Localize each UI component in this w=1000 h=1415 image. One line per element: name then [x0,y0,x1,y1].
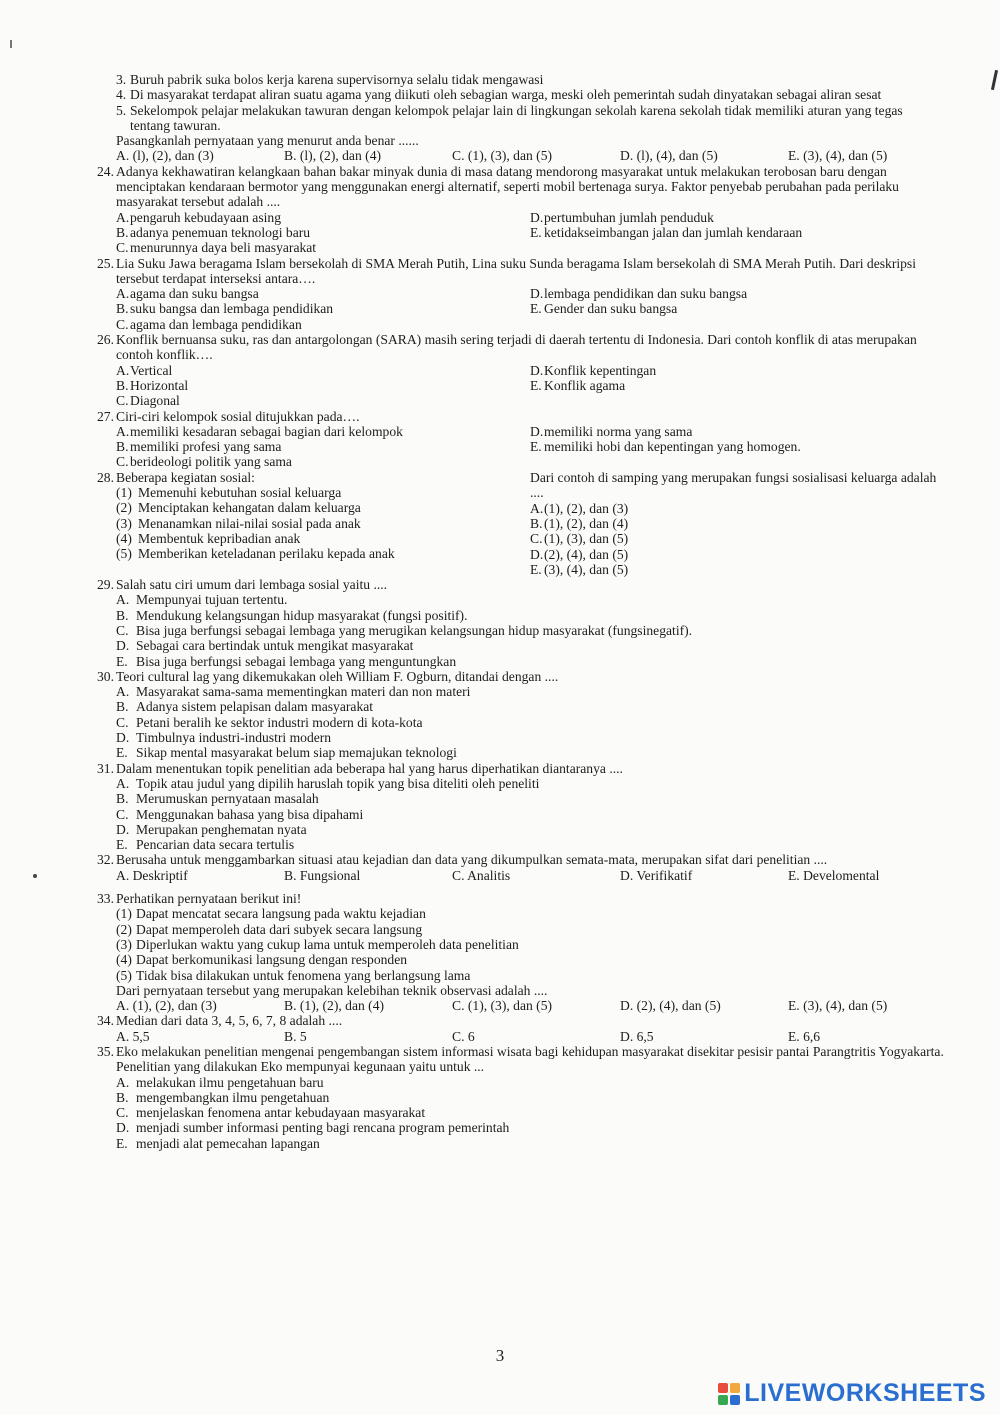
answer-option[interactable]: B. 5 [284,1028,307,1044]
brand-square [718,1383,728,1393]
answer-option-list [84,1075,944,1151]
option-letter: E. [530,301,542,317]
option-letter: C. [116,393,129,409]
liveworksheets-logo[interactable] [718,1379,986,1408]
option-text: lembaga pendidikan dan suku bangsa [544,286,748,302]
answer-option-text: menjadi sumber informasi penting bagi rencana program pemerintah [136,1120,510,1136]
question-body: Ciri-ciri kelompok sosial ditujukkan pada…. [116,408,360,424]
answer-option[interactable] [530,210,944,225]
statement-number: 4. [116,87,127,103]
answer-option[interactable]: E. (3), (4), dan (5) [788,148,888,164]
answer-option[interactable] [116,699,944,714]
answer-option-marker: C. [116,806,129,822]
option-letter: D. [530,423,544,439]
statement-item-marker: (2) [116,921,132,937]
answer-option-text: Pencarian data secara tertulis [136,837,295,853]
option-letter: B. [116,377,129,393]
scan-mark [10,40,12,48]
option-letter: D. [530,286,544,302]
answer-option-marker: A. [116,592,130,608]
statement-text: Sekelompok pelajar melakukan tawuran dengan kelompok pelajar lain di lingkungan sekolah karena sekolah tidak memiliki aturan yang tegas tentang tawuran. [130,102,903,133]
answer-option[interactable] [530,531,944,546]
option-text: Gender dan suku bangsa [544,301,678,317]
question-prompt: Dari pernyataan tersebut yang merupakan kelebihan teknik observasi adalah .... [116,982,548,998]
option-text: (3), (4), dan (5) [544,561,629,577]
answer-option-marker: E. [116,745,128,761]
answer-option-marker: A. [116,684,130,700]
answer-option[interactable] [116,1136,944,1151]
option-letter: B. [116,439,129,455]
answer-option[interactable] [530,562,944,577]
answer-option-text: Masyarakat sama-sama mementingkan materi dan non materi [136,684,471,700]
activity-item [116,485,530,500]
answer-option[interactable]: E. (3), (4), dan (5) [788,998,888,1014]
answer-option[interactable]: B. (l), (2), dan (4) [284,148,382,164]
answer-options-row [84,868,944,883]
answer-option[interactable]: A. (1), (2), dan (3) [116,998,217,1014]
option-letter: E. [530,224,542,240]
answer-option[interactable] [116,424,530,439]
question-text [84,852,944,867]
option-text: pertumbuhan jumlah penduduk [544,209,714,225]
brand-text: LIVEWORKSHEETS [744,1379,986,1407]
option-letter: B. [530,515,543,531]
answer-option-text: Bisa juga berfungsi sebagai lembaga yang menguntungkan [136,653,457,669]
question-number: 29. [97,577,114,593]
answer-option-text: Petani beralih ke sektor industri modern di kota-kota [136,714,423,730]
question-body: Lia Suku Jawa beragama Islam bersekolah di SMA Merah Putih, Lina suku Sunda beragama Islam bersekolah di SMA Merah Putih. Dari deskripsi tersebut terdapat interseksi antara…. [116,255,916,286]
answer-option[interactable] [116,210,530,225]
answer-option-marker: D. [116,1120,130,1136]
answer-option-marker: E. [116,837,128,853]
answer-option-text: mengembangkan ilmu pengetahuan [136,1089,330,1105]
activity-marker: (1) [116,485,132,501]
question-number: 24. [97,163,114,179]
answer-option[interactable] [530,363,944,378]
side-prompt: Dari contoh di samping yang merupakan fungsi sosialisasi keluarga adalah .... [530,470,937,501]
answer-option-text: Bisa juga berfungsi sebagai lembaga yang merugikan kelangsungan hidup masyarakat (fungsinegatif). [136,622,693,638]
option-text: Vertical [130,362,173,378]
question-body: Median dari data 3, 4, 5, 6, 7, 8 adalah .... [116,1013,343,1029]
question-body: Salah satu ciri umum dari lembaga sosial yaitu .... [116,577,388,593]
answer-option[interactable] [116,454,530,469]
question-body: Berusaha untuk menggambarkan situasi atau kejadian dan data yang dikumpulkan semata-mata, merupakan sifat dari penelitian .... [116,852,828,868]
question-body: Konflik bernuansa suku, ras dan antargolongan (SARA) masih sering terjadi di daerah tertentu di Indonesia. Dari contoh konflik di atas merupakan contoh konflik…. [116,332,917,363]
statement-item-text: Diperlukan waktu yang cukup lama untuk memperoleh data penelitian [136,936,519,952]
answer-option[interactable]: A. (l), (2), dan (3) [116,148,214,164]
answer-options-row [84,998,944,1013]
option-text: (2), (4), dan (5) [544,546,629,562]
answer-option-marker: B. [116,791,129,807]
question-text [84,761,944,776]
question-text [84,409,944,424]
answer-column [116,424,530,470]
answer-option-text: Adanya sistem pelapisan dalam masyarakat [136,699,374,715]
activity-marker: (5) [116,546,132,562]
answer-option[interactable] [116,240,530,255]
statement-item [116,937,944,952]
option-text: memiliki norma yang sama [544,423,693,439]
answer-option[interactable] [116,638,944,653]
question-number: 26. [97,332,114,348]
question-text [84,332,944,363]
option-letter: A. [116,209,130,225]
activity-list [116,470,530,577]
q28-layout [84,470,944,577]
answer-option[interactable] [116,301,530,316]
q28-side [530,470,944,577]
question-prompt: Pasangkanlah pernyataan yang menurut anda benar ...... [116,133,419,149]
option-letter: E. [530,439,542,455]
statement-item [116,952,944,967]
activity-item [116,500,530,515]
statement-text: Buruh pabrik suka bolos kerja karena supervisornya selalu tidak mengawasi [130,72,544,87]
activity-text: Memberikan keteladanan perilaku kepada anak [138,546,395,562]
answer-options-grid [84,210,944,256]
option-text: agama dan suku bangsa [130,286,259,302]
option-letter: A. [116,286,130,302]
option-letter: C. [116,316,129,332]
statement-item [116,968,944,983]
option-letter: B. [116,224,129,240]
option-text: memiliki kesadaran sebagai bagian dari kelompok [130,423,403,439]
answer-option[interactable] [116,317,530,332]
statement-item [84,103,944,134]
question-text [84,164,944,210]
answer-option[interactable]: A. Deskriptif [116,867,188,883]
question-number: 28. [97,469,114,485]
question-body: Dalam menentukan topik penelitian ada beberapa hal yang harus diperhatikan diantaranya .... [116,760,623,776]
question-text [84,470,944,485]
brand-square [730,1383,740,1393]
statement-item [116,906,944,921]
option-letter: C. [116,454,129,470]
statement-item-list [84,906,944,982]
answer-option[interactable] [530,424,944,439]
answer-column [116,286,530,332]
option-text: memiliki profesi yang sama [130,439,282,455]
answer-option[interactable] [116,608,944,623]
page-number: 3 [495,1346,505,1365]
option-letter: A. [530,500,544,516]
answer-option[interactable] [116,363,530,378]
answer-option-list [84,592,944,668]
answer-option[interactable] [116,807,944,822]
answer-option-marker: D. [116,730,130,746]
spacer [84,883,944,891]
option-text: (1), (2), dan (4) [544,515,629,531]
answer-option-text: melakukan ilmu pengetahuan baru [136,1074,324,1090]
answer-option[interactable] [116,654,944,669]
question-number: 33. [97,891,114,907]
answer-option[interactable] [116,592,944,607]
answer-option[interactable] [116,1120,944,1135]
activity-marker: (4) [116,530,132,546]
statement-item-marker: (3) [116,936,132,952]
activity-item [116,531,530,546]
answer-option[interactable] [530,439,944,454]
option-text: Horizontal [130,377,189,393]
answer-option-marker: A. [116,775,130,791]
answer-option-marker: C. [116,1105,129,1121]
answer-option-text: Timbulnya industri-industri modern [136,730,332,746]
answer-option-marker: C. [116,714,129,730]
answer-options-row [84,148,944,163]
statement-item-text: Dapat mencatat secara langsung pada waktu kejadian [136,906,426,922]
answer-option-text: Sikap mental masyarakat belum siap memajukan teknologi [136,745,457,761]
answer-option-text: Menggunakan bahasa yang bisa dipahami [136,806,364,822]
answer-option[interactable]: D. 6,5 [620,1028,654,1044]
answer-option-text: Merupakan penghematan nyata [136,821,307,837]
answer-option-text: Merumuskan pernyataan masalah [136,791,319,807]
option-letter: A. [116,423,130,439]
brand-square [718,1395,728,1405]
answer-option-text: menjadi alat pemecahan lapangan [136,1135,320,1151]
activity-text: Menciptakan kehangatan dalam keluarga [138,500,361,516]
answer-option[interactable]: E. Develomental [788,867,880,883]
option-text: ketidakseimbangan jalan dan jumlah kendaraan [544,224,803,240]
answer-option[interactable]: A. 5,5 [116,1028,150,1044]
answer-option[interactable] [530,501,944,516]
answer-option[interactable] [116,837,944,852]
answer-option-text: Mendukung kelangsungan hidup masyarakat (fungsi positif). [136,607,468,623]
answer-option-marker: B. [116,699,129,715]
answer-option-list [84,776,944,852]
answer-option[interactable] [530,378,944,393]
answer-option-marker: B. [116,607,129,623]
question-text [84,256,944,287]
question-text [84,577,944,592]
answer-option[interactable] [116,623,944,638]
answer-option-list [84,684,944,760]
answer-option-marker: C. [116,622,129,638]
question-number: 30. [97,668,114,684]
question-body: Eko melakukan penelitian mengenai pengembangan sistem informasi wisata bagi kehidupan masyarakat disekitar pesisir pantai Parangtritis Yogyakarta. Penelitian yang dilakukan Eko mempunyai kegunaan yaitu untuk ... [116,1044,944,1075]
question-text [84,1013,944,1028]
answer-option[interactable]: B. Fungsional [284,867,361,883]
answer-option[interactable] [116,225,530,240]
answer-option-marker: B. [116,1089,129,1105]
scan-dot [33,874,37,878]
answer-option-text: menjelaskan fenomena antar kebudayaan masyarakat [136,1105,426,1121]
question-number: 27. [97,408,114,424]
brand-grid-icon [718,1383,740,1405]
question-body: Adanya kekhawatiran kelangkaan bahan bakar minyak dunia di masa datang mendorong masyarakat untuk melakukan terobosan baru dengan menciptakan kendaraan bermotor yang menggunakan energi alternatif, seperti mobil bertenaga surya. Faktor penyebab perubahan pada perilaku masyarakat tersebut adalah .... [116,163,899,210]
statement-item [116,922,944,937]
answer-options-grid [84,424,944,470]
option-letter: E. [530,377,542,393]
option-letter: D. [530,209,544,225]
option-letter: E. [530,561,542,577]
answer-option[interactable] [116,745,944,760]
question-number: 35. [97,1044,114,1059]
answer-option[interactable] [116,791,944,806]
option-letter: C. [116,240,129,256]
answer-option[interactable] [116,730,944,745]
question-text [84,669,944,684]
question-text [84,1044,944,1075]
statement-item-text: Dapat berkomunikasi langsung dengan responden [136,952,408,968]
statement-item-marker: (5) [116,967,132,983]
statement-item [84,87,944,102]
answer-column [530,286,944,332]
answer-option[interactable]: C. (1), (3), dan (5) [452,148,553,164]
answer-options-grid [84,286,944,332]
answer-option-text: Topik atau judul yang dipilih haruslah topik yang bisa diteliti oleh peneliti [136,775,540,791]
activity-marker: (3) [116,515,132,531]
activity-item [116,516,530,531]
answer-option[interactable] [116,393,530,408]
answer-option[interactable]: D. (2), (4), dan (5) [620,998,721,1014]
question-number: 31. [97,760,114,776]
statement-text: Di masyarakat terdapat aliran suatu agama yang diikuti oleh sebagian warga, meski oleh pemerintah sudah dinyatakan sebagai aliran sesat [130,87,882,103]
answer-option[interactable] [530,516,944,531]
scan-mark [991,70,998,90]
answer-option[interactable] [116,1075,944,1090]
option-text: adanya penemuan teknologi baru [130,224,311,240]
activity-marker: (2) [116,500,132,516]
answer-option[interactable] [116,715,944,730]
question-list [84,72,944,1151]
option-text: memiliki hobi dan kepentingan yang homogen. [544,439,801,455]
option-text: suku bangsa dan lembaga pendidikan [130,301,334,317]
option-letter: B. [116,301,129,317]
answer-column [116,210,530,256]
answer-option[interactable] [530,301,944,316]
answer-option-marker: D. [116,638,130,654]
answer-option[interactable]: E. 6,6 [788,1028,821,1044]
option-text: pengaruh kebudayaan asing [130,209,281,225]
option-text: Konflik agama [544,377,626,393]
answer-option[interactable] [530,286,944,301]
statement-number: 5. [116,102,127,118]
answer-option[interactable]: C. Analitis [452,867,511,883]
option-letter: C. [530,531,543,547]
answer-option-marker: E. [116,1135,128,1151]
answer-column [530,424,944,470]
question-text [84,891,944,906]
option-letter: D. [530,362,544,378]
option-text: menurunnya daya beli masyarakat [130,240,317,256]
statement-item-marker: (1) [116,906,132,922]
answer-option[interactable] [116,1105,944,1120]
question-body: Teori cultural lag yang dikemukakan oleh William F. Ogburn, ditandai dengan .... [116,668,559,684]
option-letter: D. [530,546,544,562]
answer-option[interactable]: B. (1), (2), dan (4) [284,998,385,1014]
activity-text: Memenuhi kebutuhan sosial keluarga [138,485,342,501]
answer-option[interactable]: C. 6 [452,1028,475,1044]
answer-option[interactable] [530,547,944,562]
answer-option[interactable]: D. (l), (4), dan (5) [620,148,718,164]
answer-option-marker: E. [116,653,128,669]
answer-options-grid [84,363,944,409]
answer-option-marker: A. [116,1074,130,1090]
question-number: 25. [97,255,114,271]
answer-option-marker: D. [116,821,130,837]
brand-square [730,1395,740,1405]
answer-option[interactable] [116,776,944,791]
answer-option-text: Mempunyai tujuan tertentu. [136,592,288,608]
statement-number: 3. [116,72,127,87]
answer-option[interactable]: D. Verifikatif [620,867,693,883]
answer-column [116,363,530,409]
answer-option[interactable] [116,684,944,699]
answer-option[interactable] [116,286,530,301]
answer-option[interactable] [116,439,530,454]
answer-column [530,210,944,256]
option-text: agama dan lembaga pendidikan [130,316,302,332]
answer-option[interactable]: C. (1), (3), dan (5) [452,998,553,1014]
question-body: Perhatikan pernyataan berikut ini! [116,891,302,907]
option-text: Diagonal [130,393,180,409]
statement-item-marker: (4) [116,952,132,968]
statement-item-text: Tidak bisa dilakukan untuk fenomena yang berlangsung lama [136,967,471,983]
option-text: (1), (3), dan (5) [544,531,629,547]
statement-item [84,72,944,87]
option-text: (1), (2), dan (3) [544,500,629,516]
answer-option[interactable] [116,1090,944,1105]
option-text: Konflik kepentingan [544,362,657,378]
answer-option-text: Sebagai cara bertindak untuk mengikat masyarakat [136,638,414,654]
answer-options-row [84,1029,944,1044]
statement-item-text: Dapat memperoleh data dari subyek secara langsung [136,921,423,937]
question-number: 32. [97,852,114,868]
activity-item [116,546,530,561]
answer-option[interactable] [116,378,530,393]
activity-text: Menanamkan nilai-nilai sosial pada anak [138,515,361,531]
question-body: Beberapa kegiatan sosial: [116,469,255,485]
activity-text: Membentuk kepribadian anak [138,530,301,546]
question-number: 34. [97,1013,114,1029]
answer-option[interactable] [116,822,944,837]
answer-option[interactable] [530,225,944,240]
answer-column [530,363,944,409]
option-text: berideologi politik yang sama [130,454,292,470]
option-letter: A. [116,362,130,378]
